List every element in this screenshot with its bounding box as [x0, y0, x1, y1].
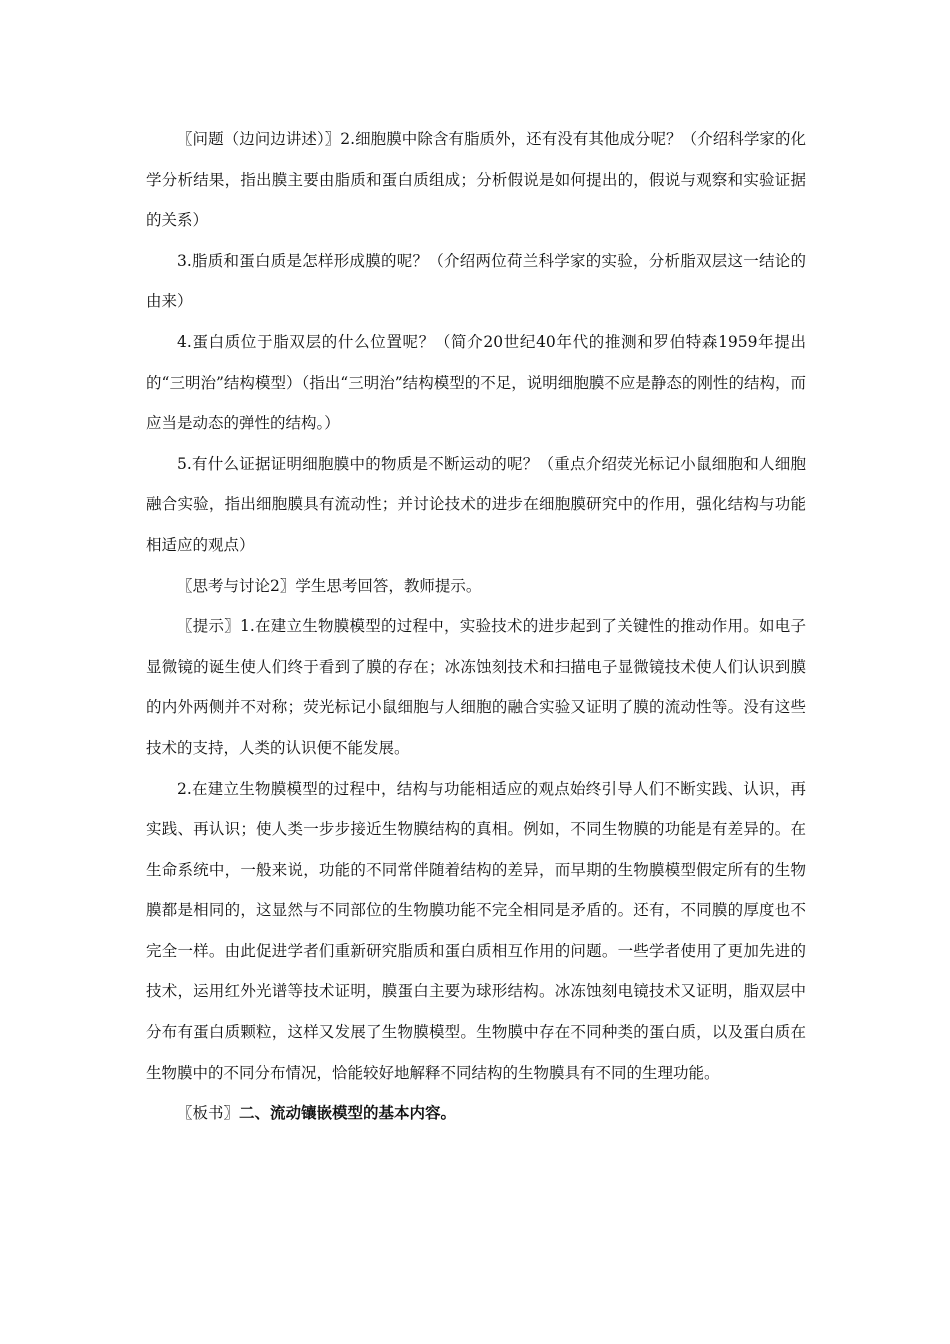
document-body [146, 119, 806, 1134]
paragraph-discussion-2: 〖思考与讨论2〗学生思考回答，教师提示。 [177, 576, 482, 595]
paragraph-hint-2: 2.在建立生物膜模型的过程中，结构与功能相适应的观点始终引导人们不断实践、认识，再实践、再认识；使人类一步步接近生物膜结构的真相。例如，不同生物膜的功能是有差异的。在生命系统中，一般来说，功能的不同常伴随着结构的差异，而早期的生物膜模型假定所有的生物膜都是相同的，这显然与不同部位的生物膜功能不完全相同是矛盾的。还有，不同膜的厚度也不完全一样。由此促进学者们重新研究脂质和蛋白质相互作用的问题。一些学者使用了更加先进的技术，运用红外光谱等技术证明，膜蛋白主要为球形结构。冰冻蚀刻电镜技术又证明，脂双层中分布有蛋白质颗粒，这样又发展了生物膜模型。生物膜中存在不同种类的蛋白质，以及蛋白质在生物膜中的不同分布情况，恰能较好地解释不同结构的生物膜具有不同的生理功能。 [146, 779, 806, 1082]
paragraph-question-2: 〖问题（边问边讲述）〗2.细胞膜中除含有脂质外，还有没有其他成分呢？（介绍科学家的化学分析结果，指出膜主要由脂质和蛋白质组成；分析假说是如何提出的，假说与观察和实验证据的关系） [146, 130, 806, 230]
paragraph-question-3: 3.脂质和蛋白质是怎样形成膜的呢？（介绍两位荷兰科学家的实验，分析脂双层这一结论的由来） [146, 251, 806, 311]
paragraph-question-4: 4.蛋白质位于脂双层的什么位置呢？（简介20世纪40年代的推测和罗伯特森1959年提出的“三明治”结构模型）（指出“三明治”结构模型的不足，说明细胞膜不应是静态的刚性的结构，而应当是动态的弹性的结构。） [146, 332, 806, 433]
paragraph-hint-1: 〖提示〗1.在建立生物膜模型的过程中，实验技术的进步起到了关键性的推动作用。如电子显微镜的诞生使人们终于看到了膜的存在；冰冻蚀刻技术和扫描电子显微镜技术使人们认识到膜的内外两侧并不对称；荧光标记小鼠细胞与人细胞的融合实验又证明了膜的流动性等。没有这些技术的支持，人类的认识便不能发展。 [146, 617, 806, 757]
board-prefix: 〖板书〗 [177, 1104, 240, 1123]
paragraph-question-5: 5.有什么证据证明细胞膜中的物质是不断运动的呢？（重点介绍荧光标记小鼠细胞和人细胞融合实验，指出细胞膜具有流动性；并讨论技术的进步在细胞膜研究中的作用，强化结构与功能相适应的观点） [146, 454, 806, 554]
board-heading: 二、流动镶嵌模型的基本内容。 [239, 1103, 457, 1123]
paragraph-board [146, 1093, 806, 1134]
